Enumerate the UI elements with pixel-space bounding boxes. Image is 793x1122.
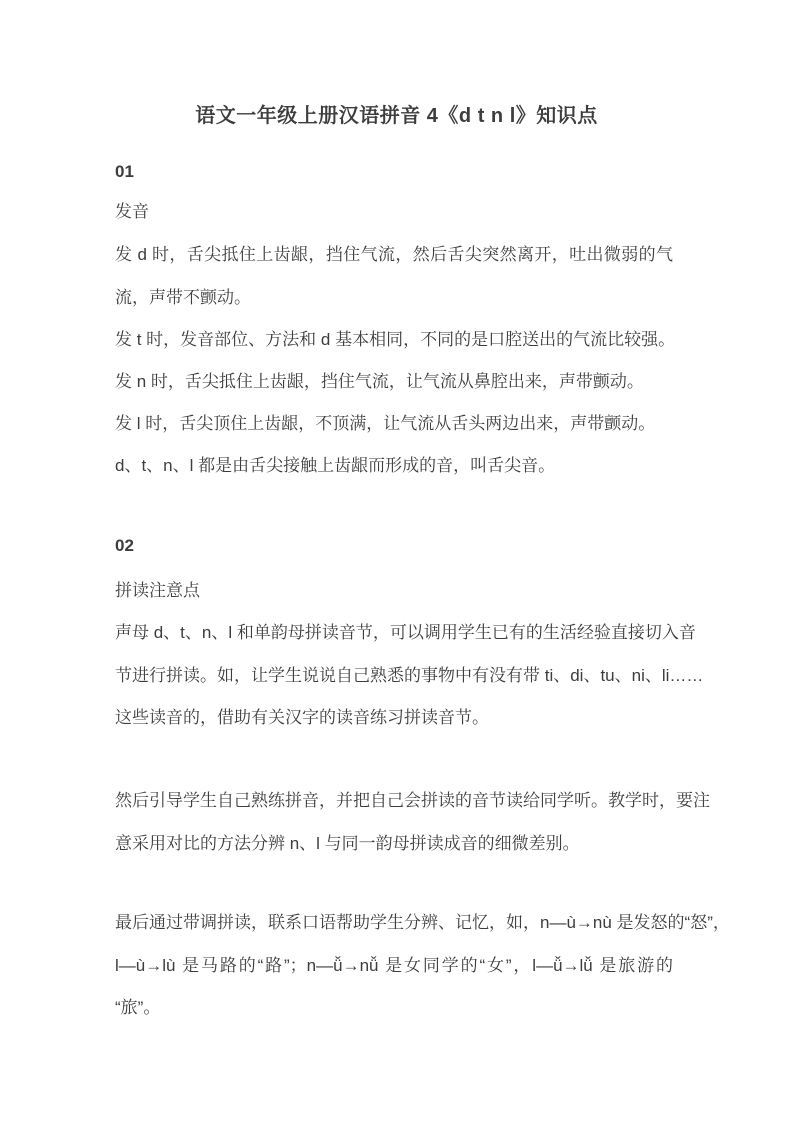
text-line: 发 n 时，舌尖抵住上齿龈，挡住气流，让气流从鼻腔出来，声带颤动。 — [115, 372, 644, 391]
section-1-number: 01 — [115, 162, 134, 181]
paragraph-spelling-intro — [115, 612, 704, 740]
document-title: 语文一年级上册汉语拼音 4《d t n l》知识点 — [195, 105, 598, 127]
text-line: l—ù→lù 是马路的“路”；n—ǚ→nǚ 是女同学的“女”，l—ǚ→lǚ 是旅游的 — [115, 955, 673, 975]
text-line: 最后通过带调拼读，联系口语帮助学生分辨、记忆，如，n—ù→nù 是发怒的“怒”， — [115, 913, 730, 932]
text-line: 声母 d、t、n、l 和单韵母拼读音节，可以调用学生已有的生活经验直接切入音 — [115, 623, 696, 642]
text-line: 流，声带不颤动。 — [115, 287, 251, 307]
paragraph-tongue-tip-sounds — [115, 445, 673, 488]
text-line: 意采用对比的方法分辨 n、l 与同一韵母拼读成音的细微差别。 — [115, 833, 580, 853]
paragraph-pronunciation-n — [115, 361, 673, 404]
section-2-number: 02 — [115, 536, 134, 555]
section-2-heading: 拼读注意点 — [115, 581, 200, 600]
text-line: 发 l 时，舌尖顶住上齿龈，不顶满，让气流从舌头两边出来，声带颤动。 — [115, 414, 656, 433]
text-line: d、t、n、l 都是由舌尖接触上齿龈而形成的音，叫舌尖音。 — [115, 456, 556, 475]
text-line: “旅”。 — [115, 998, 161, 1017]
paragraph-spelling-practice — [115, 780, 710, 865]
text-line: 发 d 时，舌尖抵住上齿龈，挡住气流，然后舌尖突然离开，吐出微弱的气 — [115, 245, 673, 264]
paragraph-pronunciation-d — [115, 234, 673, 319]
text-line: 然后引导学生自己熟练拼音，并把自己会拼读的音节读给同学听。教学时，要注 — [115, 791, 710, 810]
text-line: 发 t 时，发音部位、方法和 d 基本相同，不同的是口腔送出的气流比较强。 — [115, 330, 676, 349]
text-line: 这些读音的，借助有关汉字的读音练习拼读音节。 — [115, 708, 489, 727]
text-line: 节进行拼读。如，让学生说说自己熟悉的事物中有没有带 ti、di、tu、ni、li…… — [115, 665, 704, 685]
paragraph-pronunciation-t — [115, 319, 676, 362]
section-1-heading: 发音 — [115, 202, 149, 221]
paragraph-pronunciation-l — [115, 403, 673, 446]
paragraph-tone-spelling-examples — [115, 902, 730, 1030]
